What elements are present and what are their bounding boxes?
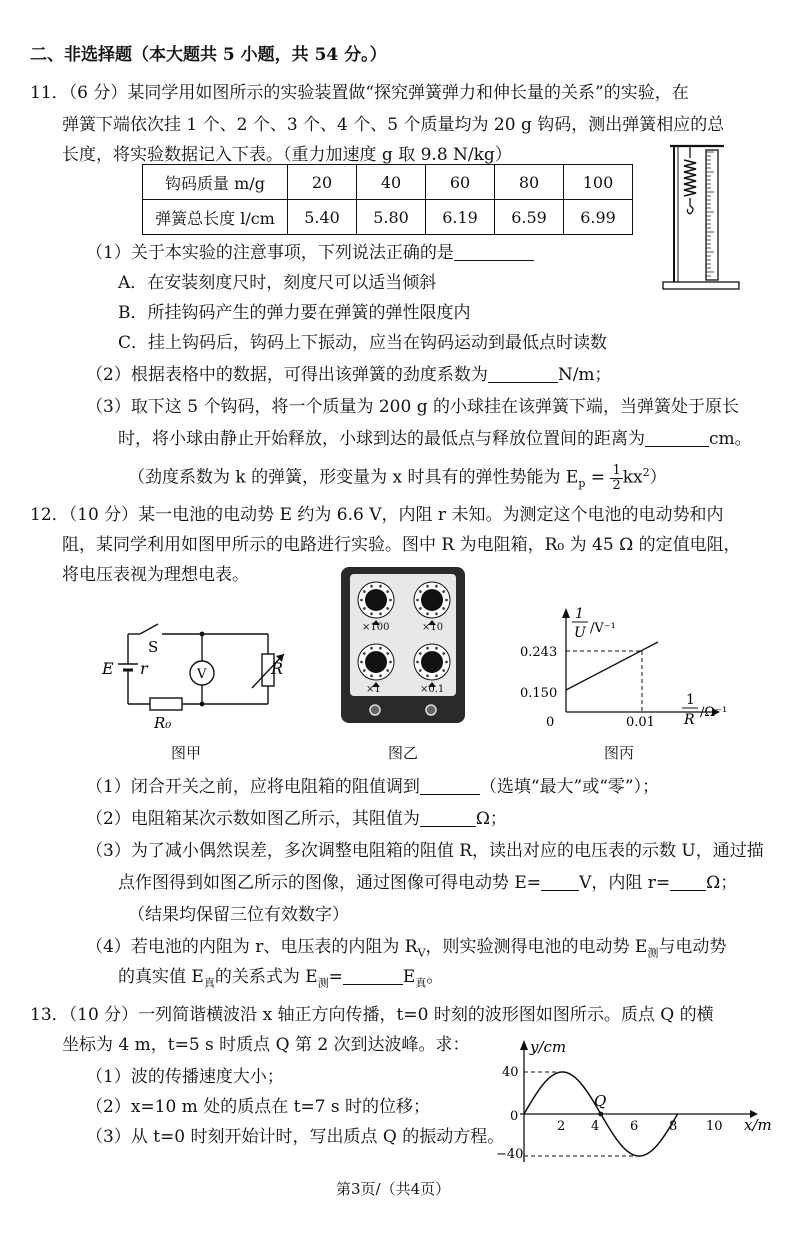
q11-part1-text: （1）关于本实验的注意事项，下列说法正确的是 — [86, 243, 454, 263]
hint-superscript: 2 — [642, 466, 650, 479]
fraction-numerator: 1 — [612, 462, 621, 478]
graph-line — [566, 642, 658, 690]
caption-fig-bing: 图丙 — [604, 744, 635, 762]
circuit-label-voltmeter: V — [197, 667, 207, 682]
dial-digit-mark — [419, 590, 422, 593]
q12-line1: 12．（10 分）某一电池的电动势 E 约为 6.6 V，内阻 r 未知。为测定这个电池的电动势和内 — [30, 505, 724, 525]
dial-digit-mark — [426, 585, 429, 588]
caption-fig-jia: 图甲 — [171, 744, 202, 762]
q12-part3-unit: Ω； — [706, 873, 738, 893]
y-axis-den: U — [574, 625, 586, 641]
dial-digit-mark — [435, 585, 438, 588]
wave-x-tick-6: 6 — [630, 1119, 639, 1134]
q12-part2-unit: Ω； — [475, 809, 507, 829]
dial-digit-mark — [363, 607, 366, 610]
page-footer: 第3页/（共4页） — [336, 1180, 451, 1198]
q12-part4-k: E — [402, 967, 416, 987]
dial-label-x0.1: ×0.1 — [420, 684, 445, 695]
dial-digit-mark — [379, 612, 382, 615]
q11-option-c: C．挂上钩码后，钩码上下振动，应当在钩码运动到最低点时读数 — [118, 333, 608, 353]
q12-part4-sub-v: V — [417, 946, 426, 960]
q12-part4-c: ，则实验测得电池的电动势 E — [425, 937, 648, 957]
y-tick-0.243: 0.243 — [520, 645, 558, 660]
q12-part3-mid: V，内阻 r= — [579, 873, 671, 893]
dial-label-x1: ×1 — [366, 684, 381, 695]
terminal-left — [370, 705, 380, 715]
table-header-mass: 钩码质量 m/g — [143, 165, 288, 200]
q12-part4-line2 — [118, 966, 443, 994]
q11-part1 — [86, 242, 534, 264]
resistance-box-figure — [340, 566, 466, 724]
hint-kx: kx — [622, 467, 643, 488]
circuit-label-r0: R₀ — [154, 714, 172, 732]
wave-origin: 0 — [510, 1109, 519, 1124]
y-axis-unit: /V⁻¹ — [590, 621, 616, 636]
q12-part1-text: （1）闭合开关之前，应将电阻箱的阻值调到 — [86, 777, 420, 797]
dial-digit-mark — [386, 652, 389, 655]
dial-digit-mark — [386, 607, 389, 610]
dial-digit-mark — [442, 652, 445, 655]
dial-digit-mark — [442, 590, 445, 593]
q12-part3-line1: （3）为了减小偶然误差，多次调整电阻箱的阻值 R，读出对应的电压表的示数 U，通过描 — [86, 841, 764, 861]
dial-digit-mark — [426, 612, 429, 615]
circuit-label-switch: S — [148, 638, 159, 656]
q12-part4-sub-true2: 真 — [415, 976, 427, 990]
wave-graph — [494, 1036, 780, 1170]
dial-digit-mark — [386, 590, 389, 593]
origin-label: 0 — [546, 715, 555, 730]
q12-part3-text: 点作图得到如图乙所示的图像，通过图像可得电动势 E= — [118, 873, 542, 893]
wave-point-q — [598, 1112, 603, 1117]
dial-digit-mark — [442, 607, 445, 610]
dial-digit-mark — [363, 652, 366, 655]
dial-digit-mark — [379, 674, 382, 677]
dial-digit-mark — [419, 669, 422, 672]
dial-digit-mark — [416, 661, 419, 664]
wave-y-pos: 40 — [502, 1065, 519, 1080]
q11-data-table — [142, 164, 633, 235]
dial-digit-mark — [435, 674, 438, 677]
x-tick-0.01: 0.01 — [626, 715, 655, 730]
dial-knob[interactable] — [365, 589, 387, 611]
section-title: 二、非选择题（本大题共 5 小题，共 54 分。） — [30, 45, 387, 65]
dial-digit-mark — [379, 647, 382, 650]
dial-digit-mark — [379, 585, 382, 588]
terminal-right — [426, 705, 436, 715]
q12-part4-sub-true: 真 — [203, 976, 215, 990]
q12-part4-j: = — [328, 967, 343, 987]
answer-blank[interactable] — [645, 430, 709, 447]
caption-fig-yi: 图乙 — [388, 744, 419, 762]
dial-digit-mark — [426, 647, 429, 650]
q12-part4-sub-measured: 测 — [647, 946, 659, 960]
q11-part3-line1: （3）取下这 5 个钩码，将一个质量为 200 g 的小球挂在该弹簧下端，当弹簧处于原长 — [86, 397, 739, 417]
wave-point-q-label: Q — [594, 1092, 607, 1110]
q12-line2: 阻，某同学利用如图甲所示的电路进行实验。图中 R 为电阻箱，R₀ 为 45 Ω 的定值电阻， — [62, 535, 741, 555]
q12-part4-e: 与电动势 — [658, 937, 727, 957]
spring-apparatus-figure — [660, 136, 742, 292]
dial-digit-mark — [370, 647, 373, 650]
table-row — [143, 165, 633, 200]
linear-graph — [516, 604, 756, 734]
dial-label-x10: ×10 — [422, 622, 444, 633]
q12-part3-line2 — [118, 872, 737, 894]
circuit-label-rheostat: R — [271, 659, 284, 678]
q11-line2: 弹簧下端依次挂 1 个、2 个、3 个、4 个、5 个质量均为 20 g 钩码，测出弹簧相应的总 — [62, 115, 725, 135]
dial-digit-mark — [370, 674, 373, 677]
answer-blank[interactable] — [343, 968, 403, 985]
dial-digit-mark — [426, 674, 429, 677]
table-cell: 20 — [288, 165, 357, 200]
dial-digit-mark — [370, 585, 373, 588]
dial-digit-mark — [442, 669, 445, 672]
answer-blank[interactable] — [541, 874, 579, 891]
q11-line3: 长度，将实验数据记入下表。（重力加速度 g 取 9.8 N/kg） — [62, 145, 512, 165]
q11-part2-text: （2）根据表格中的数据，可得出该弹簧的劲度系数为 — [86, 365, 488, 385]
answer-blank[interactable] — [488, 366, 558, 383]
table-cell: 6.19 — [426, 200, 495, 235]
q11-part3-unit: cm。 — [709, 429, 752, 449]
wave-y-label: y/cm — [530, 1038, 567, 1056]
q11-hint — [128, 462, 667, 495]
q12-part3-note: （结果均保留三位有效数字） — [128, 905, 349, 925]
wave-x-tick-2: 2 — [557, 1119, 566, 1134]
dial-knob[interactable] — [421, 589, 443, 611]
fraction-denominator: 2 — [612, 477, 621, 493]
dial-digit-mark — [363, 669, 366, 672]
hint-close: ） — [649, 467, 667, 488]
q11-option-a: A．在安装刻度尺时，刻度尺可以适当倾斜 — [118, 273, 437, 293]
q12-part4-sub-measured2: 测 — [317, 976, 329, 990]
circuit-diagram — [88, 612, 288, 732]
x-axis-unit: /Ω⁻¹ — [700, 705, 728, 720]
dial-knob[interactable] — [365, 651, 387, 673]
circuit-label-emf: E — [102, 659, 114, 678]
wave-x-label: x/m — [744, 1116, 772, 1134]
dial-digit-mark — [419, 652, 422, 655]
dial-digit-mark — [435, 647, 438, 650]
q13-part2: （2）x=10 m 处的质点在 t=7 s 时的位移； — [86, 1097, 431, 1117]
wave-y-neg: −40 — [496, 1147, 524, 1162]
table-cell: 100 — [564, 165, 633, 200]
table-cell: 5.80 — [357, 200, 426, 235]
dial-label-x100: ×100 — [362, 622, 390, 633]
answer-blank[interactable] — [454, 244, 534, 261]
q12-part4-f: 的真实值 E — [118, 967, 204, 987]
table-header-length: 弹簧总长度 l/cm — [143, 200, 288, 235]
answer-blank[interactable] — [420, 778, 480, 795]
q12-part1 — [86, 776, 659, 798]
graph-marks — [566, 642, 658, 712]
table-cell: 6.59 — [495, 200, 564, 235]
q13-line1: 13．（10 分）一列简谐横波沿 x 轴正方向传播，t=0 时刻的波形图如图所示。质点 Q 的横 — [30, 1005, 714, 1025]
table-cell: 5.40 — [288, 200, 357, 235]
q11-part3-line2 — [118, 428, 752, 450]
q12-part4-h: 的关系式为 E — [214, 967, 318, 987]
q12-part4-line1 — [86, 936, 726, 964]
dial-digit-mark — [386, 669, 389, 672]
q12-part4-a: （4）若电池的内阻为 r、电压表的内阻为 R — [86, 937, 418, 957]
dial-digit-mark — [445, 661, 448, 664]
dial-digit-mark — [360, 599, 363, 602]
answer-blank[interactable] — [420, 810, 476, 827]
x-axis-num: 1 — [686, 692, 695, 708]
q11-part3-text: 时，将小球由静止开始释放，小球到达的最低点与释放位置间的距离为 — [118, 429, 645, 449]
hint-subscript: p — [578, 477, 586, 491]
table-cell: 80 — [495, 165, 564, 200]
q13-line2: 坐标为 4 m，t=5 s 时质点 Q 第 2 次到达波峰。求： — [62, 1035, 470, 1055]
q11-part2 — [86, 364, 612, 386]
table-cell: 6.99 — [564, 200, 633, 235]
dial-digit-mark — [363, 590, 366, 593]
y-axis-num: 1 — [575, 606, 584, 622]
circuit-label-internal-r: r — [140, 659, 148, 678]
dial-digit-mark — [370, 612, 373, 615]
q12-part2-text: （2）电阻箱某次示数如图乙所示，其阻值为 — [86, 809, 420, 829]
dial-digit-mark — [419, 607, 422, 610]
q11-option-b: B．所挂钩码产生的弹力要在弹簧的弹性限度内 — [118, 303, 471, 323]
dial-digit-mark — [435, 612, 438, 615]
dial-digit-mark — [445, 599, 448, 602]
x-axis-den: R — [684, 712, 695, 728]
table-cell: 40 — [357, 165, 426, 200]
dial-digit-mark — [389, 599, 392, 602]
dial-knob[interactable] — [421, 651, 443, 673]
q12-part1-tail: （选填“最大”或“零”）； — [479, 777, 660, 797]
q12-part4-m: 。 — [426, 967, 444, 987]
dial-digit-mark — [389, 661, 392, 664]
dial-digit-mark — [360, 661, 363, 664]
wave-x-tick-10: 10 — [706, 1119, 723, 1134]
table-row — [143, 200, 633, 235]
hint-text: （劲度系数为 k 的弹簧，形变量为 x 时具有的弹性势能为 E — [128, 467, 579, 488]
q13-part3: （3）从 t=0 时刻开始计时，写出质点 Q 的振动方程。 — [86, 1127, 505, 1147]
q12-line3: 将电压表视为理想电表。 — [62, 565, 249, 585]
y-tick-0.150: 0.150 — [520, 686, 558, 701]
dial-digit-mark — [416, 599, 419, 602]
hint-fraction — [610, 464, 622, 493]
table-cell: 60 — [426, 165, 495, 200]
wave-x-tick-8: 8 — [669, 1119, 678, 1134]
q11-part2-unit: N/m； — [557, 365, 612, 385]
hint-eq: = — [585, 467, 611, 488]
q12-part2 — [86, 808, 507, 830]
answer-blank[interactable] — [670, 874, 706, 891]
q13-part1: （1）波的传播速度大小； — [86, 1067, 284, 1087]
wave-x-tick-4: 4 — [591, 1119, 600, 1134]
q11-line1: 11．（6 分）某同学用如图所示的实验装置做“探究弹簧弹力和伸长量的关系”的实验，在 — [30, 83, 689, 103]
